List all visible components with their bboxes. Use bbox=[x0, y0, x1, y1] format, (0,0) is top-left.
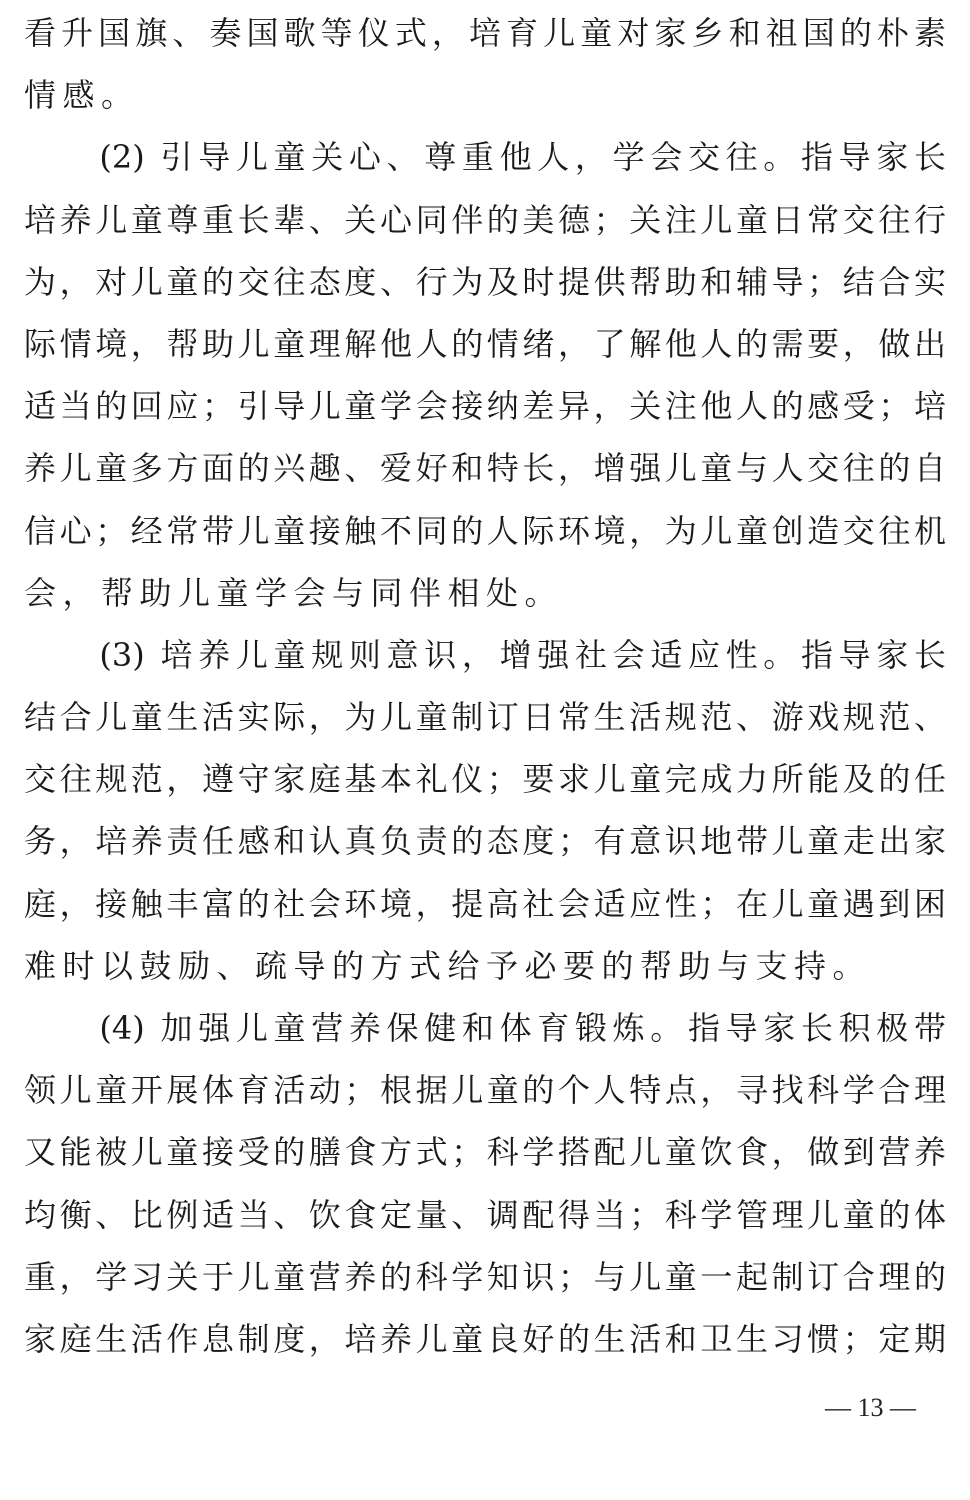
text-line: 均衡、比例适当、饮食定量、调配得当；科学管理儿童的体 bbox=[24, 1195, 946, 1234]
text-line: 养儿童多方面的兴趣、爱好和特长，增强儿童与人交往的自 bbox=[24, 449, 946, 488]
text-line: 又能被儿童接受的膳食方式；科学搭配儿童饮食，做到营养 bbox=[24, 1133, 946, 1172]
text-line: 情感。 bbox=[24, 76, 140, 115]
text-line: 重，学习关于儿童营养的科学知识；与儿童一起制订合理的 bbox=[24, 1257, 946, 1296]
text-line: 家庭生活作息制度，培养儿童良好的生活和卫生习惯；定期 bbox=[24, 1319, 946, 1358]
text-line: (4) 加强儿童营养保健和体育锻炼。指导家长积极带 bbox=[24, 1009, 946, 1047]
body-text bbox=[24, 2, 946, 1370]
text-line: 信心；经常带儿童接触不同的人际环境，为儿童创造交往机 bbox=[24, 511, 946, 550]
text-line: 际情境，帮助儿童理解他人的情绪，了解他人的需要，做出 bbox=[24, 324, 946, 363]
text-line: 适当的回应；引导儿童学会接纳差异，关注他人的感受；培 bbox=[24, 387, 946, 426]
text-line: 培养儿童尊重长辈、关心同伴的美德；关注儿童日常交往行 bbox=[24, 200, 946, 239]
text-line: 看升国旗、奏国歌等仪式，培育儿童对家乡和祖国的朴素 bbox=[24, 14, 946, 52]
text-line: (3) 培养儿童规则意识，增强社会适应性。指导家长 bbox=[24, 635, 946, 674]
text-line: 为，对儿童的交往态度、行为及时提供帮助和辅导；结合实 bbox=[24, 262, 946, 301]
text-line: 会，帮助儿童学会与同伴相处。 bbox=[24, 573, 564, 612]
text-line: (2) 引导儿童关心、尊重他人，学会交往。指导家长 bbox=[24, 138, 946, 177]
text-line: 结合儿童生活实际，为儿童制订日常生活规范、游戏规范、 bbox=[24, 698, 946, 737]
text-line: 交往规范，遵守家庭基本礼仪；要求儿童完成力所能及的任 bbox=[24, 760, 946, 799]
page-number: — 13 — bbox=[825, 1393, 916, 1422]
text-line: 难时以鼓励、疏导的方式给予必要的帮助与支持。 bbox=[24, 946, 872, 985]
text-line: 庭，接触丰富的社会环境，提高社会适应性；在儿童遇到困 bbox=[24, 884, 946, 923]
text-line: 务，培养责任感和认真负责的态度；有意识地带儿童走出家 bbox=[24, 822, 946, 861]
text-line: 领儿童开展体育活动；根据儿童的个人特点，寻找科学合理 bbox=[24, 1071, 946, 1110]
